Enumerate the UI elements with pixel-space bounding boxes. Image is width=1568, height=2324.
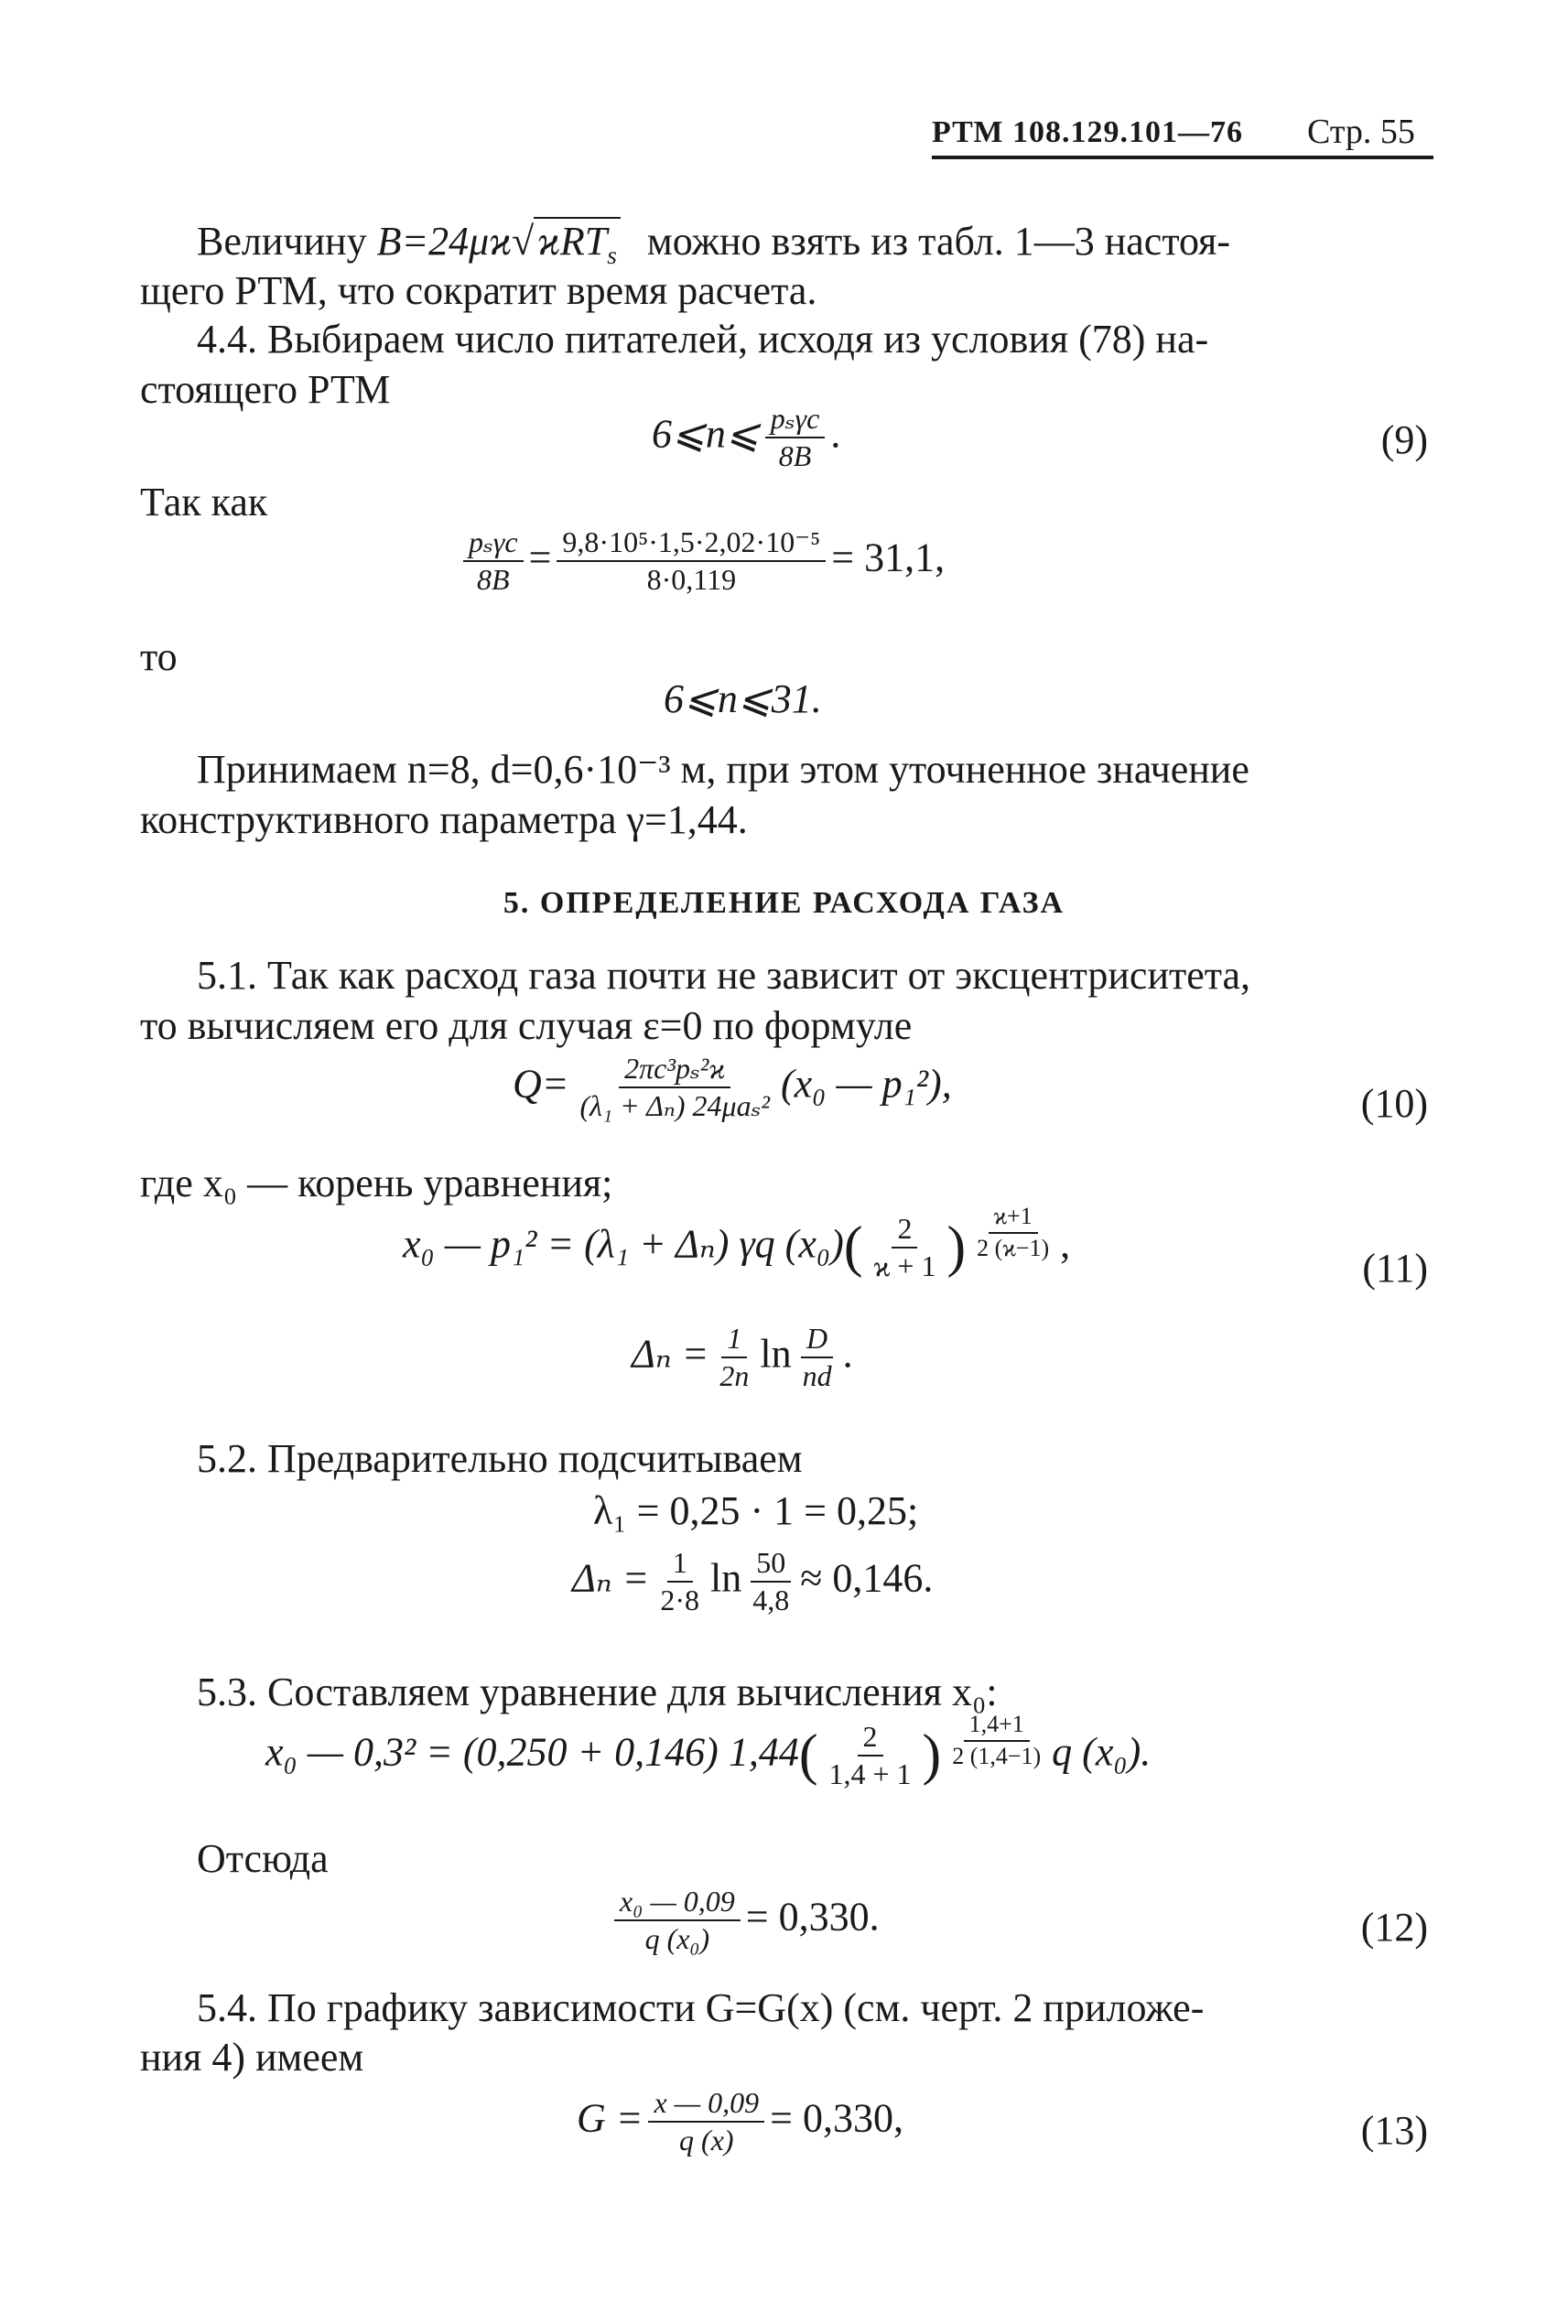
paragraph-3-line-2: конструктивного параметра γ=1,44.: [140, 797, 748, 842]
paragraph-51-line-1: 5.1. Так как расход газа почти не зависит от эксцентриситета,: [197, 953, 1251, 998]
delta-ln: ln: [760, 1331, 792, 1377]
paragraph-51-line-2: то вычисляем его для случая ε=0 по формуле: [140, 1003, 913, 1048]
delta2-frac-1: [654, 1547, 705, 1616]
x0-exponent: [946, 1712, 1046, 1769]
eq13-lhs: G =: [577, 2095, 643, 2141]
eq9-den: 8B: [778, 439, 812, 473]
eq10-num: 2πc³pₛ²ϰ: [619, 1053, 730, 1088]
eq12-den: q (x₀): [644, 1922, 710, 1956]
eq9-tail: .: [830, 411, 841, 457]
eq11-lhs: x₀ — p₁² = (λ₁ + Δₙ) γq (x₀): [403, 1221, 844, 1267]
paren-close: ): [922, 1724, 942, 1787]
header-rule: [932, 156, 1433, 159]
calc-left-fraction: [463, 526, 524, 596]
equation-12-label: (12): [1360, 1905, 1428, 1950]
sqrt-text: ϰRT: [537, 219, 608, 264]
equation-delta: [632, 1323, 853, 1392]
delta-frac-2: [797, 1323, 838, 1392]
equation-10: [513, 1053, 952, 1122]
equation-10-label: (10): [1360, 1081, 1428, 1126]
eq11-exp-den: 2 (ϰ−1): [977, 1234, 1050, 1261]
x0-tail: q (x₀).: [1052, 1729, 1152, 1775]
sqrt-content: [534, 217, 621, 269]
eq10-lhs: Q=: [513, 1061, 569, 1107]
eq12-num: x₀ — 0,09: [614, 1886, 741, 1921]
section-heading: 5. ОПРЕДЕЛЕНИЕ РАСХОДА ГАЗА: [503, 886, 1065, 920]
paragraph-1-line-2: щего РТМ, что сократит время расчета.: [140, 268, 817, 313]
eq12-fraction: [614, 1886, 741, 1955]
subscript-s: s: [607, 241, 617, 269]
paren-open: (: [843, 1216, 863, 1279]
paren-open: (: [798, 1724, 818, 1787]
text-tak-kak: Так как: [140, 480, 268, 524]
calc-fraction: [557, 526, 826, 596]
eq13-num: x — 0,09: [648, 2087, 764, 2123]
delta-num2: D: [801, 1323, 833, 1358]
calc-result: = 31,1,: [831, 535, 946, 580]
equation-lambda: λ₁ = 0,25 · 1 = 0,25;: [593, 1488, 919, 1533]
equation-9-label: (9): [1380, 417, 1428, 462]
text-gde: где x₀ — корень уравнения;: [140, 1161, 613, 1205]
equation-11: [403, 1203, 1071, 1283]
document-id: РТМ 108.129.101—76: [932, 115, 1244, 149]
paragraph-53: 5.3. Составляем уравнение для вычисления x₀:: [197, 1670, 998, 1714]
delta2-den: 2·8: [660, 1584, 700, 1617]
paragraph-52: 5.2. Предварительно подсчитываем: [197, 1436, 803, 1481]
x0-den: 1,4 + 1: [828, 1757, 912, 1791]
text-otsyuda: Отсюда: [197, 1836, 329, 1881]
x0-fraction: [823, 1721, 916, 1790]
delta2-frac-2: [747, 1547, 795, 1616]
eq10-tail: (x₀ — p₁²),: [780, 1061, 952, 1107]
calc-left-den: 8B: [477, 563, 510, 597]
text-fragment: Величину: [197, 219, 367, 264]
delta-frac-1: [714, 1323, 754, 1392]
delta2-tail: ≈ 0,146.: [800, 1555, 934, 1601]
eq11-den: ϰ + 1: [873, 1249, 936, 1283]
x0-exp-den: 2 (1,4−1): [952, 1742, 1042, 1769]
equals-sign: =: [528, 535, 552, 580]
eq13-den: q (x): [679, 2124, 734, 2157]
equation-12: [609, 1886, 880, 1955]
delta-den2: nd: [802, 1359, 832, 1393]
calc-num: 9,8·10⁵·1,5·2,02·10⁻⁵: [557, 526, 826, 562]
equation-x0: [265, 1711, 1152, 1791]
x0-exp-num: 1,4+1: [964, 1712, 1030, 1742]
eq10-fraction: [574, 1053, 775, 1122]
eq11-fraction: [868, 1213, 941, 1282]
text-to: то: [140, 634, 178, 679]
paragraph-1-line-1: [197, 218, 1230, 270]
eq9-num: pₛγc: [765, 403, 826, 438]
eq9-fraction: [765, 403, 826, 472]
eq10-den: (λ₁ + Δₙ) 24μaₛ²: [579, 1089, 770, 1123]
equation-9: [652, 403, 840, 472]
delta2-num: 1: [667, 1547, 693, 1583]
paragraph-44-line-2: стоящего РТМ: [140, 367, 391, 412]
delta2-num2: 50: [751, 1547, 791, 1583]
equation-calc: [458, 526, 945, 596]
delta-tail: .: [842, 1331, 853, 1377]
eq11-exp-num: ϰ+1: [989, 1204, 1038, 1234]
x0-lhs: x₀ — 0,3² = (0,250 + 0,146) 1,44: [265, 1729, 799, 1775]
paragraph-44-line-1: 4.4. Выбираем число питателей, исходя из условия (78) на-: [197, 317, 1209, 362]
eq9-left: 6⩽n⩽: [652, 411, 760, 457]
eq12-tail: = 0,330.: [745, 1894, 880, 1940]
text-fragment: можно взять из табл. 1—3 настоя-: [646, 219, 1231, 264]
eq13-fraction: [648, 2087, 764, 2156]
equation-13-label: (13): [1360, 2108, 1428, 2153]
eq11-tail: ,: [1060, 1221, 1071, 1267]
eq13-tail: = 0,330,: [770, 2095, 903, 2141]
eq11-num: 2: [892, 1213, 917, 1248]
paragraph-3-line-1: Принимаем n=8, d=0,6·10⁻³ м, при этом уточненное значение: [197, 747, 1249, 792]
page-number: Стр. 55: [1307, 113, 1415, 151]
formula-b: B=24μϰ: [376, 219, 512, 264]
equation-range: 6⩽n⩽31.: [664, 676, 822, 721]
delta2-ln: ln: [710, 1555, 742, 1601]
equation-delta-2: [572, 1547, 933, 1616]
sqrt-sign: √: [512, 219, 535, 264]
paragraph-54-line-1: 5.4. По графику зависимости G=G(x) (см. черт. 2 приложе-: [197, 1985, 1205, 2030]
calc-den: 8·0,119: [646, 563, 737, 597]
delta-num: 1: [721, 1323, 747, 1358]
paren-close: ): [946, 1216, 967, 1279]
delta2-lhs: Δₙ =: [572, 1555, 650, 1601]
equation-13: [577, 2087, 903, 2156]
x0-num: 2: [858, 1721, 883, 1757]
paragraph-54-line-2: ния 4) имеем: [140, 2035, 364, 2080]
eq11-exponent: [971, 1204, 1054, 1261]
equation-11-label: (11): [1362, 1246, 1428, 1291]
calc-left-num: pₛγc: [463, 526, 524, 562]
delta2-den2: 4,8: [752, 1584, 790, 1617]
delta-den: 2n: [719, 1359, 750, 1393]
delta-lhs: Δₙ =: [632, 1331, 709, 1377]
